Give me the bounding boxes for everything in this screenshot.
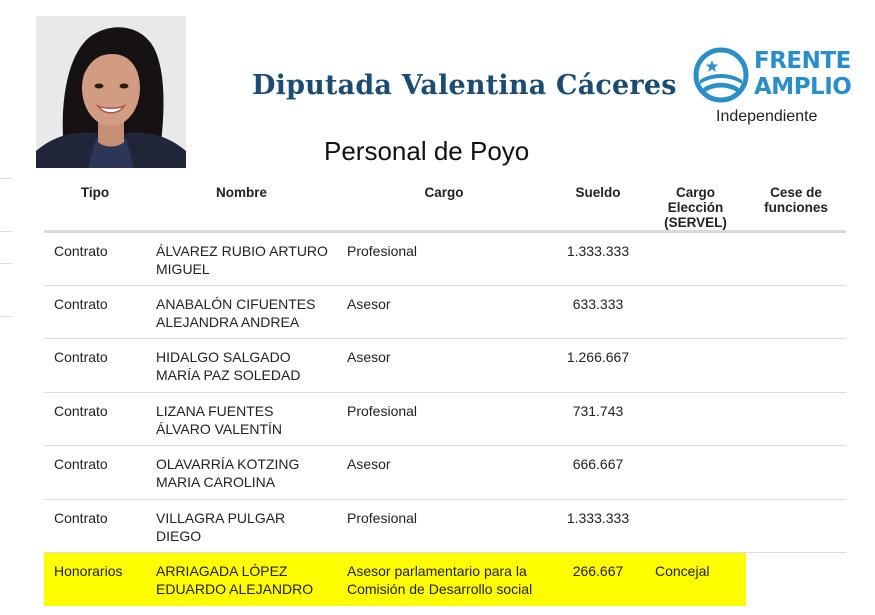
cell-sueldo: 266.667 — [551, 553, 645, 607]
cell-cargo-eleccion — [645, 446, 746, 500]
cell-cargo-eleccion: Concejal — [645, 553, 746, 607]
cell-cese — [746, 285, 846, 339]
table-row — [44, 339, 846, 393]
deputy-portrait-photo — [36, 16, 186, 168]
cell-cargo: Asesor — [337, 446, 551, 500]
column-header-tipo: Tipo — [44, 178, 146, 232]
column-header-cargo-eleccion: Cargo Elección (SERVEL) — [645, 178, 746, 232]
page-title: Diputada Valentina Cáceres — [252, 70, 677, 101]
cell-tipo: Contrato — [44, 499, 146, 553]
logo-wordmark-line1: FRENTE — [754, 48, 851, 74]
cell-sueldo: 1.333.333 — [551, 232, 645, 286]
cell-tipo: Contrato — [44, 232, 146, 286]
left-edge-divider — [0, 231, 12, 232]
cell-cese — [746, 232, 846, 286]
cell-cargo-eleccion — [645, 285, 746, 339]
cell-nombre: ARRIAGADA LÓPEZ EDUARDO ALEJANDRO — [146, 553, 337, 607]
left-edge-divider — [0, 263, 12, 264]
table-row-highlighted — [44, 553, 846, 607]
table-row — [44, 232, 846, 286]
cell-cargo: Asesor parlamentario para la Comisión de Desarrollo social — [337, 553, 551, 607]
cell-nombre: ANABALÓN CIFUENTES ALEJANDRA ANDREA — [146, 285, 337, 339]
table-row — [44, 285, 846, 339]
party-affiliation: Independiente — [716, 108, 818, 125]
left-edge-divider — [0, 316, 12, 317]
cell-tipo: Contrato — [44, 285, 146, 339]
left-edge-divider — [0, 178, 12, 179]
table-header-row — [44, 178, 846, 232]
cell-sueldo: 1.333.333 — [551, 499, 645, 553]
cell-cese — [746, 339, 846, 393]
column-header-cese: Cese de funciones — [746, 178, 846, 232]
cell-nombre: VILLAGRA PULGAR DIEGO — [146, 499, 337, 553]
cell-cargo: Asesor — [337, 285, 551, 339]
column-header-nombre: Nombre — [146, 178, 337, 232]
cell-nombre: LIZANA FUENTES ÁLVARO VALENTÍN — [146, 392, 337, 446]
cell-nombre: ÁLVAREZ RUBIO ARTURO MIGUEL — [146, 232, 337, 286]
cell-cese — [746, 553, 846, 607]
logo-wordmark-line2: AMPLIO — [754, 74, 852, 100]
cell-cargo: Profesional — [337, 232, 551, 286]
frente-amplio-emblem-icon — [692, 46, 750, 104]
cell-tipo: Contrato — [44, 446, 146, 500]
cell-cese — [746, 499, 846, 553]
cell-cargo-eleccion — [645, 392, 746, 446]
cell-cargo-eleccion — [645, 499, 746, 553]
cell-cargo: Profesional — [337, 392, 551, 446]
page-subtitle: Personal de Poyo — [324, 136, 530, 166]
cell-cargo: Asesor — [337, 339, 551, 393]
cell-sueldo: 666.667 — [551, 446, 645, 500]
staff-table — [44, 178, 846, 606]
cell-nombre: OLAVARRÍA KOTZING MARIA CAROLINA — [146, 446, 337, 500]
column-header-sueldo: Sueldo — [551, 178, 645, 232]
cell-tipo: Contrato — [44, 339, 146, 393]
cell-sueldo: 633.333 — [551, 285, 645, 339]
cell-nombre: HIDALGO SALGADO MARÍA PAZ SOLEDAD — [146, 339, 337, 393]
cell-cargo: Profesional — [337, 499, 551, 553]
cell-sueldo: 731.743 — [551, 392, 645, 446]
table-row — [44, 499, 846, 553]
frente-amplio-logo — [692, 46, 862, 136]
cell-tipo: Contrato — [44, 392, 146, 446]
column-header-cargo: Cargo — [337, 178, 551, 232]
table-row — [44, 392, 846, 446]
cell-sueldo: 1.266.667 — [551, 339, 645, 393]
cell-cese — [746, 392, 846, 446]
cell-tipo: Honorarios — [44, 553, 146, 607]
table-row — [44, 446, 846, 500]
cell-cese — [746, 446, 846, 500]
cell-cargo-eleccion — [645, 232, 746, 286]
cell-cargo-eleccion — [645, 339, 746, 393]
